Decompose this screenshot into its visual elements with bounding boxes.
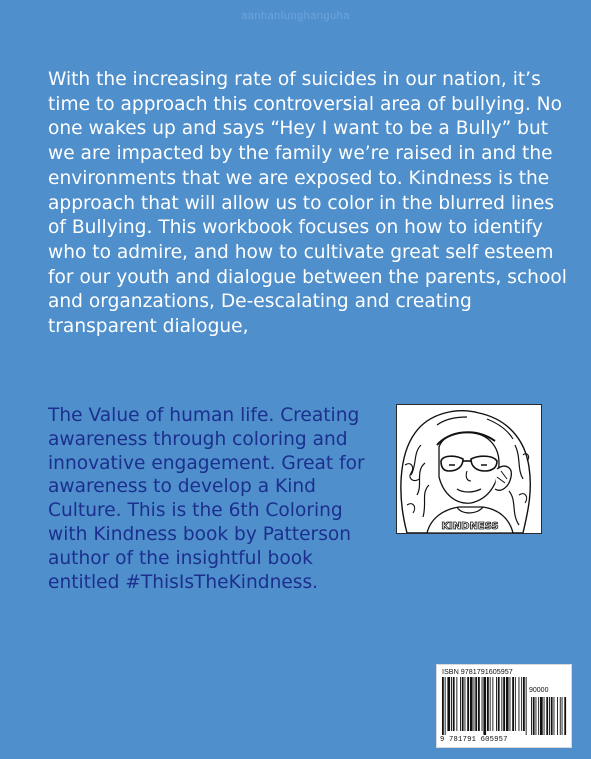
author-portrait [396, 404, 542, 534]
isbn-digits: 9 781791 605957 [440, 736, 508, 744]
barcode-bars [441, 677, 569, 735]
price-code: 90000 [529, 687, 549, 694]
portrait-shirt-text: KINDNESS [441, 521, 499, 532]
watermark-text: aanhanlunghanguha [241, 10, 350, 22]
isbn-barcode [436, 664, 572, 748]
isbn-label: ISBN 9781791605957 [442, 667, 513, 676]
back-cover-description: With the increasing rate of suicides in our nation, it’s time to approach this controversial area of bullying. No one wakes up and says “Hey I want to be a Bully” but we are impacted by the family we’re raised in and the environments that we are exposed to. Kindness is the approach that will allow us to color in the blurred lines of Bullying. This workbook focuses on how to identify who to admire, and how to cultivate great self esteem for our youth and dialogue between the parents, school and organzations, De-escalating and creating transparent dialogue, [48, 69, 567, 338]
back-cover-subdescription: The Value of human life. Creating awareness through coloring and innovative engagement. Great for awareness to develop a Kind Culture. This is the 6th Coloring with Kindness book by Patterson author of the insightful book entitled #ThisIsTheKindness. [48, 405, 365, 593]
